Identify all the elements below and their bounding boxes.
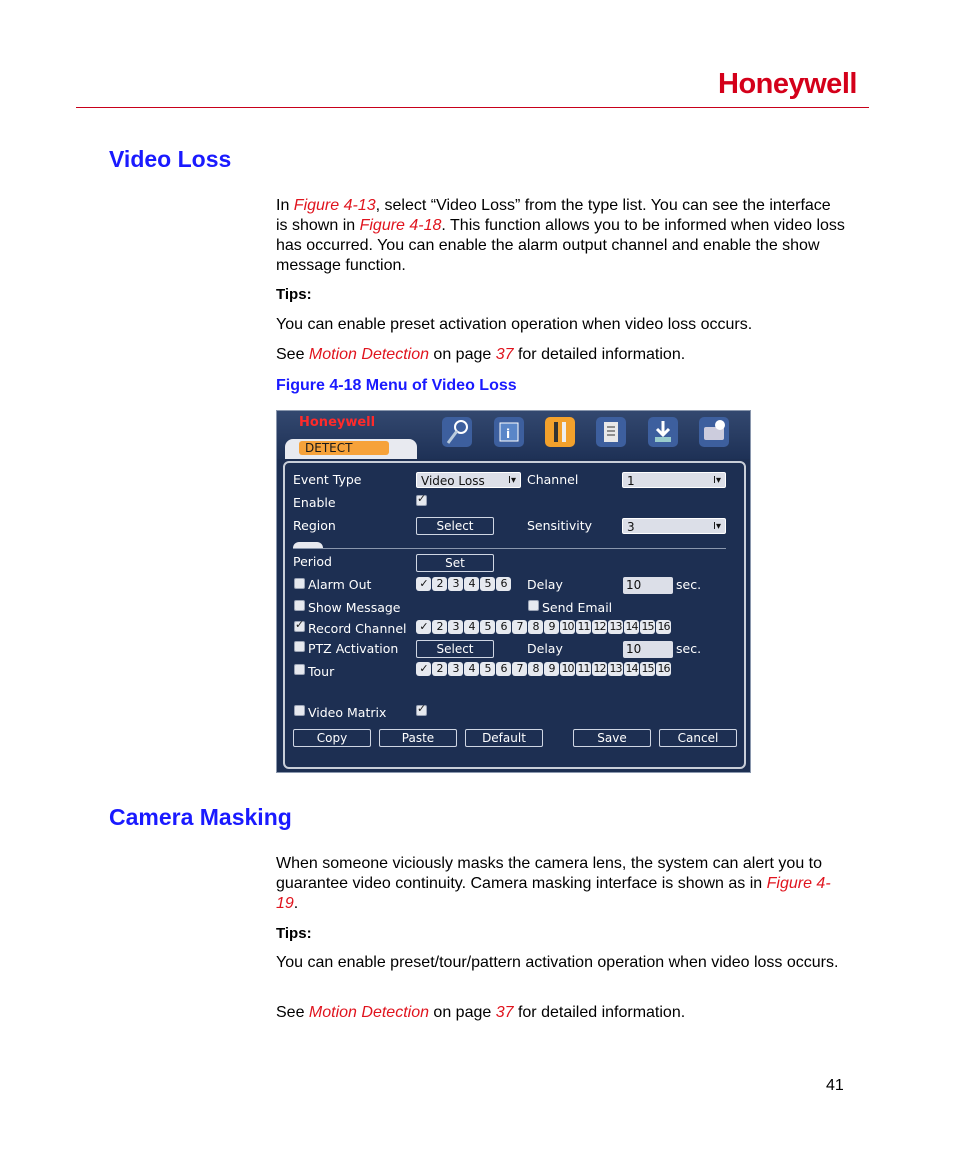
video-loss-intro: In Figure 4-13, select “Video Loss” from the type list. You can see the interface is shown in Figure 4-18. This function allows you to be informed when video loss has occurred. You can enable the alarm output channel and enable the show message function. (276, 197, 845, 274)
record-ch-13[interactable]: 13 (609, 620, 622, 633)
tour-ch-15[interactable]: 15 (641, 662, 654, 675)
tour-ch-14[interactable]: 14 (625, 662, 638, 675)
section-title-camera-masking: Camera Masking (109, 804, 292, 830)
region-label: Region (293, 518, 336, 533)
see-also: See Motion Detection on page 37 for detailed information. (276, 346, 686, 363)
record-ch-1[interactable]: ✓ (416, 620, 431, 634)
send-email-checkbox[interactable] (528, 600, 539, 611)
send-email-label: Send Email (542, 600, 613, 615)
tour-checkbox[interactable] (294, 664, 305, 675)
cancel-button[interactable]: Cancel (659, 729, 737, 747)
paste-button[interactable]: Paste (379, 729, 457, 747)
ptz-delay-label: Delay (527, 641, 563, 656)
record-ch-6[interactable]: 6 (496, 620, 511, 634)
tools-icon[interactable] (545, 417, 575, 447)
alarm-out-channels (416, 577, 511, 591)
event-type-select[interactable]: Video Loss I▾ (416, 472, 521, 488)
motion-detection-link-2[interactable]: Motion Detection (308, 1004, 429, 1021)
ptz-activation-label: PTZ Activation (308, 641, 399, 656)
video-matrix-checkbox[interactable] (294, 705, 305, 716)
motion-detection-link[interactable]: Motion Detection (308, 346, 429, 363)
tips-label: Tips: (276, 286, 312, 303)
save-button[interactable]: Save (573, 729, 651, 747)
default-button[interactable]: Default (465, 729, 543, 747)
show-message-label: Show Message (308, 600, 401, 615)
channel-label: Channel (527, 472, 579, 487)
enable-label: Enable (293, 495, 336, 510)
record-ch-3[interactable]: 3 (448, 620, 463, 634)
page-ref-link[interactable]: 37 (495, 346, 514, 363)
ptz-select-button[interactable]: Select (416, 640, 494, 658)
figure-ref-4-18[interactable]: Figure 4-18 (359, 217, 442, 234)
tips-text: You can enable preset activation operation when video loss occurs. (276, 316, 753, 333)
video-loss-dialog (276, 410, 751, 773)
tour-ch-5[interactable]: 5 (480, 662, 495, 676)
tour-ch-13[interactable]: 13 (609, 662, 622, 675)
tips-text-2: You can enable preset/tour/pattern activation operation when video loss occurs. (276, 954, 839, 971)
tour-ch-11[interactable]: 11 (577, 662, 590, 675)
record-ch-5[interactable]: 5 (480, 620, 495, 634)
alarm-out-ch-6[interactable]: 6 (496, 577, 511, 591)
delay-input[interactable]: 10 (623, 577, 673, 594)
figure-ref-4-13[interactable]: Figure 4-13 (293, 197, 376, 214)
backup-icon[interactable] (648, 417, 678, 447)
sensitivity-select[interactable]: 3 I▾ (622, 518, 726, 534)
channel-select[interactable]: 1 I▾ (622, 472, 726, 488)
record-ch-10[interactable]: 10 (561, 620, 574, 633)
enable-checkbox[interactable] (416, 495, 427, 506)
delay-unit: sec. (676, 577, 702, 592)
alarm-out-ch-5[interactable]: 5 (480, 577, 495, 591)
section-title-video-loss: Video Loss (109, 146, 232, 172)
tour-channels (416, 662, 671, 676)
tour-ch-10[interactable]: 10 (561, 662, 574, 675)
record-ch-11[interactable]: 11 (577, 620, 590, 633)
tab-detect[interactable]: DETECT (285, 439, 417, 459)
tour-ch-2[interactable]: 2 (432, 662, 447, 676)
detect-panel (283, 461, 746, 769)
record-ch-15[interactable]: 15 (641, 620, 654, 633)
sensitivity-label: Sensitivity (527, 518, 593, 533)
video-matrix-label: Video Matrix (308, 705, 387, 720)
see-also-2: See Motion Detection on page 37 for detailed information. (276, 1004, 686, 1021)
record-ch-8[interactable]: 8 (528, 620, 543, 634)
copy-button[interactable]: Copy (293, 729, 371, 747)
record-ch-12[interactable]: 12 (593, 620, 606, 633)
tour-ch-7[interactable]: 7 (512, 662, 527, 676)
figure-caption: Figure 4-18 Menu of Video Loss (276, 377, 517, 394)
tour-ch-12[interactable]: 12 (593, 662, 606, 675)
record-channel-label: Record Channel (308, 621, 407, 636)
region-select-button[interactable]: Select (416, 517, 494, 535)
tour-ch-4[interactable]: 4 (464, 662, 479, 676)
ptz-activation-checkbox[interactable] (294, 641, 305, 652)
alarm-out-ch-2[interactable]: 2 (432, 577, 447, 591)
tips-label-2: Tips: (276, 925, 312, 942)
tour-ch-16[interactable]: 16 (657, 662, 670, 675)
alarm-out-ch-1[interactable]: ✓ (416, 577, 431, 591)
tour-ch-6[interactable]: 6 (496, 662, 511, 676)
tour-ch-9[interactable]: 9 (544, 662, 559, 676)
camera-masking-intro: When someone viciously masks the camera lens, the system can alert you to guarantee video continuity. Camera masking interface is shown as in Figure 4-19. (276, 855, 831, 912)
record-ch-14[interactable]: 14 (625, 620, 638, 633)
record-channels (416, 620, 671, 634)
ptz-delay-unit: sec. (676, 641, 702, 656)
page-number: 41 (826, 1077, 844, 1094)
header-rule (76, 107, 869, 108)
figure-ref-4-19[interactable]: Figure 4-19 (276, 875, 831, 912)
record-ch-7[interactable]: 7 (512, 620, 527, 634)
record-ch-9[interactable]: 9 (544, 620, 559, 634)
delay-label: Delay (527, 577, 563, 592)
alarm-out-ch-4[interactable]: 4 (464, 577, 479, 591)
tour-ch-3[interactable]: 3 (448, 662, 463, 676)
record-channel-checkbox[interactable] (294, 621, 305, 632)
checklist-icon[interactable] (596, 417, 626, 447)
hdd-icon[interactable] (699, 417, 729, 447)
record-ch-16[interactable]: 16 (657, 620, 670, 633)
alarm-out-ch-3[interactable]: 3 (448, 577, 463, 591)
svg-text:i: i (506, 427, 511, 441)
period-set-button[interactable]: Set (416, 554, 494, 572)
show-message-checkbox[interactable] (294, 600, 305, 611)
event-type-label: Event Type (293, 472, 362, 487)
search-icon[interactable] (442, 417, 472, 447)
period-label: Period (293, 554, 332, 569)
tour-label: Tour (308, 664, 335, 679)
divider (293, 548, 726, 549)
video-matrix-enable-checkbox[interactable] (416, 705, 427, 716)
record-ch-2[interactable]: 2 (432, 620, 447, 634)
alarm-out-checkbox[interactable] (294, 578, 305, 589)
ptz-delay-input[interactable]: 10 (623, 641, 673, 658)
honeywell-logo: Honeywell (718, 68, 857, 100)
page-ref-link-2[interactable]: 37 (495, 1004, 514, 1021)
dialog-brand-logo: Honeywell (299, 415, 376, 430)
info-book-icon[interactable] (494, 417, 524, 447)
alarm-out-label: Alarm Out (308, 577, 372, 592)
tour-ch-1[interactable]: ✓ (416, 662, 431, 676)
record-ch-4[interactable]: 4 (464, 620, 479, 634)
tour-ch-8[interactable]: 8 (528, 662, 543, 676)
